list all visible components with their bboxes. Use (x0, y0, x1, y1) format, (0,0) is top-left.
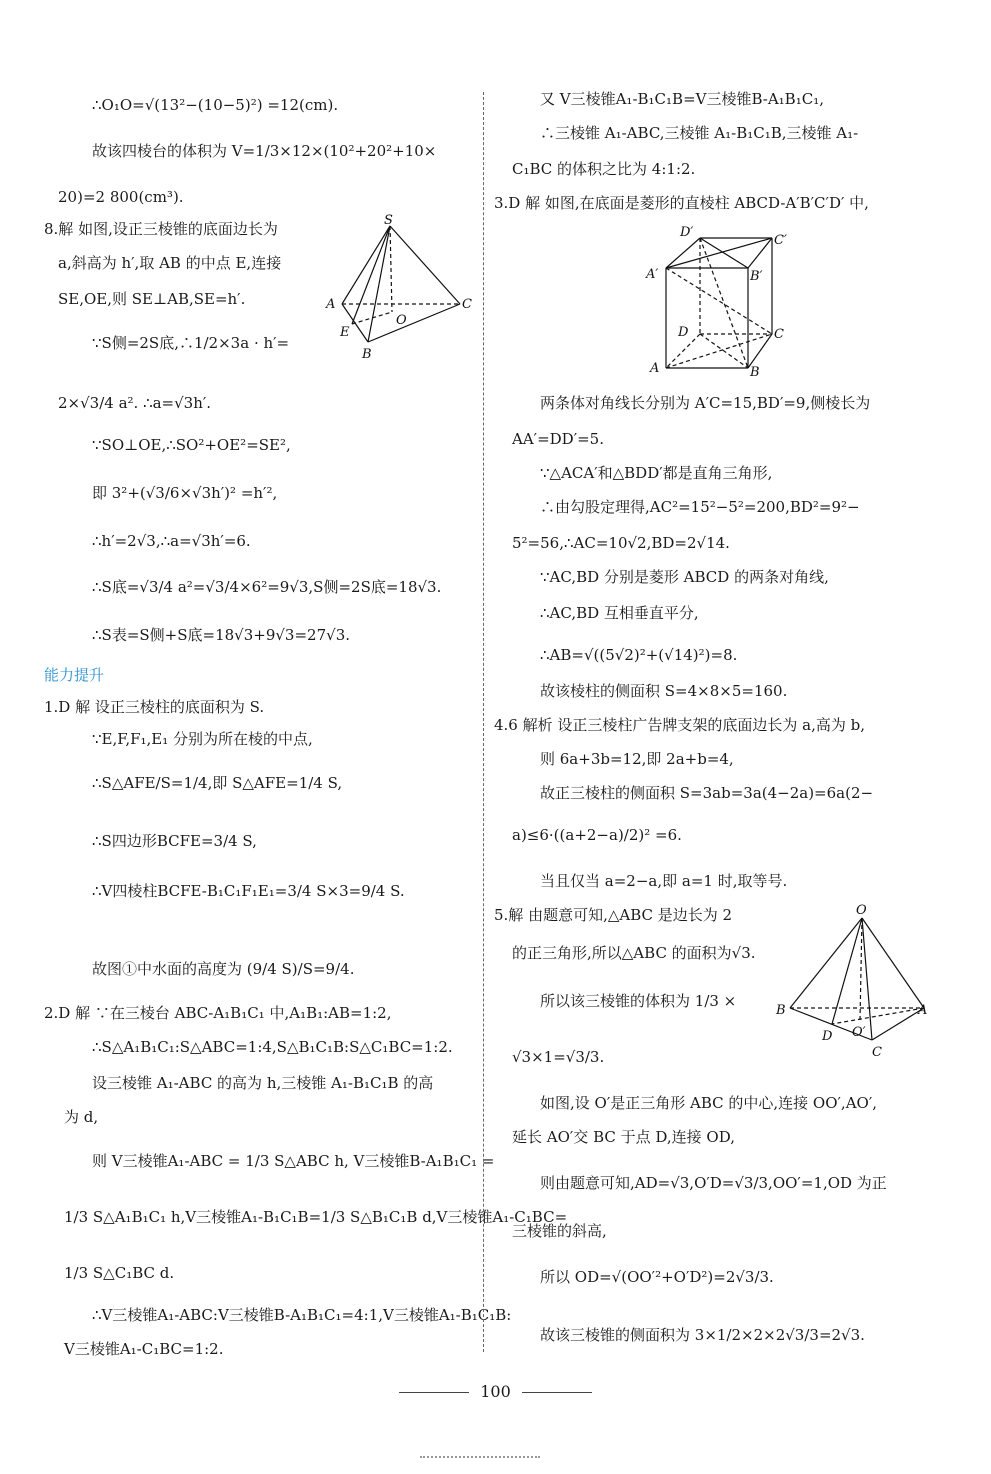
text-line: ∴V三棱锥A₁-ABC:V三棱锥B-A₁B₁C₁=4:1,V三棱锥A₁-B₁C₁B: (92, 1306, 512, 1324)
text-line: 20)=2 800(cm³). (58, 188, 184, 206)
text-line: 故图①中水面的高度为 (9/4 S)/S=9/4. (92, 960, 355, 978)
text-line: ∴O₁O=√(13²−(10−5)²) =12(cm). (92, 96, 339, 114)
text-line: ∴h′=2√3,∴a=√3h′=6. (92, 532, 251, 550)
text-line: 所以 OD=√(OO′²+O′D²)=2√3/3. (540, 1268, 774, 1286)
text-line: 延长 AO′交 BC 于点 D,连接 OD, (512, 1128, 735, 1146)
text-line: ∴S△AFE/S=1/4,即 S△AFE=1/4 S, (92, 774, 343, 792)
text-line: 2.D 解 ∵在三棱台 ABC-A₁B₁C₁ 中,A₁B₁:AB=1:2, (44, 1004, 392, 1022)
vertex-label: C (774, 327, 784, 342)
text-line: 当且仅当 a=2−a,即 a=1 时,取等号. (540, 872, 788, 890)
text-line: 2×√3/4 a². ∴a=√3h′. (58, 394, 212, 412)
vertex-label: B (750, 365, 760, 380)
vertex-label: D (678, 325, 689, 340)
text-line: C₁BC 的体积之比为 4:1:2. (512, 160, 696, 178)
text-line: 又 V三棱锥A₁-B₁C₁B=V三棱锥B-A₁B₁C₁, (540, 90, 824, 108)
vertex-label: B′ (750, 269, 763, 284)
text-line: ∴三棱锥 A₁-ABC,三棱锥 A₁-B₁C₁B,三棱锥 A₁- (540, 124, 859, 142)
vertex-label: O (856, 903, 867, 918)
text-line: 三棱锥的斜高, (512, 1222, 607, 1240)
text-line: ∵AC,BD 分别是菱形 ABCD 的两条对角线, (540, 568, 829, 586)
text-line: 所以该三棱锥的体积为 1/3 × (540, 992, 737, 1010)
vertex-label: O′ (852, 1025, 866, 1040)
text-line: ∵S侧=2S底,∴1/2×3a · h′= (92, 334, 290, 352)
footer-rule (399, 1392, 469, 1393)
section-title: 能力提升 (44, 666, 105, 684)
text-line: 1/3 S△A₁B₁C₁ h,V三棱锥A₁-B₁C₁B=1/3 S△B₁C₁B d,V三棱锥A₁-C₁BC= (64, 1208, 568, 1226)
vertex-label: A (918, 1003, 928, 1018)
page-number: 100 (480, 1382, 511, 1401)
vertex-label: A′ (646, 267, 659, 282)
text-line: 则 V三棱锥A₁-ABC = 1/3 S△ABC h, V三棱锥B-A₁B₁C₁ = (92, 1152, 495, 1170)
text-line: ∵E,F,F₁,E₁ 分别为所在棱的中点, (92, 730, 313, 748)
text-line: 故该三棱锥的侧面积为 3×1/2×2×2√3/3=2√3. (540, 1326, 865, 1344)
text-line: 为 d, (64, 1108, 99, 1126)
tetrahedron-figure (774, 898, 936, 1066)
vertex-label: D′ (680, 225, 694, 240)
text-line: AA′=DD′=5. (512, 430, 604, 448)
vertex-label: C (872, 1045, 882, 1060)
pyramid-figure (320, 212, 480, 368)
text-line: ∴V四棱柱BCFE-B₁C₁F₁E₁=3/4 S×3=9/4 S. (92, 882, 405, 900)
vertex-label: O (396, 313, 407, 328)
text-line: 则由题意可知,AD=√3,O′D=√3/3,OO′=1,OD 为正 (540, 1174, 887, 1192)
text-line: 5²=56,∴AC=10√2,BD=2√14. (512, 534, 730, 552)
text-line: √3×1=√3/3. (512, 1048, 605, 1066)
text-line: ∴S底=√3/4 a²=√3/4×6²=9√3,S侧=2S底=18√3. (92, 578, 442, 596)
text-line: ∴S四边形BCFE=3/4 S, (92, 832, 257, 850)
text-line: 即 3²+(√3/6×√3h′)² =h′², (92, 484, 278, 502)
text-line: a,斜高为 h′,取 AB 的中点 E,连接 (58, 254, 282, 272)
text-line: 如图,设 O′是正三角形 ABC 的中心,连接 OO′,AO′, (540, 1094, 877, 1112)
text-line: ∴AC,BD 互相垂直平分, (540, 604, 699, 622)
text-line: 1.D 解 设正三棱柱的底面积为 S. (44, 698, 265, 716)
vertex-label: A (326, 297, 336, 312)
vertex-label: B (362, 347, 372, 362)
text-line: 故该四棱台的体积为 V=1/3×12×(10²+20²+10× (92, 142, 437, 160)
text-line: ∴S△A₁B₁C₁:S△ABC=1:4,S△B₁C₁B:S△C₁BC=1:2. (92, 1038, 453, 1056)
text-line: a)≤6·((a+2−a)/2)² =6. (512, 826, 682, 844)
vertex-label: C (462, 297, 472, 312)
vertex-label: S (384, 213, 393, 228)
vertex-label: E (340, 325, 350, 340)
text-line: 两条体对角线长分别为 A′C=15,BD′=9,侧棱长为 (540, 394, 871, 412)
text-line: 1/3 S△C₁BC d. (64, 1264, 175, 1282)
text-line: 8.解 如图,设正三棱锥的底面边长为 (44, 220, 278, 238)
text-line: 3.D 解 如图,在底面是菱形的直棱柱 ABCD-A′B′C′D′ 中, (494, 194, 869, 212)
text-line: 故该棱柱的侧面积 S=4×8×5=160. (540, 682, 788, 700)
text-line: 则 6a+3b=12,即 2a+b=4, (540, 750, 734, 768)
text-line: 4.6 解析 设正三棱柱广告牌支架的底面边长为 a,高为 b, (494, 716, 866, 734)
page-footer (0, 1382, 991, 1401)
text-line: ∵SO⊥OE,∴SO²+OE²=SE², (92, 436, 291, 454)
text-line: V三棱锥A₁-C₁BC=1:2. (64, 1340, 224, 1358)
text-line: 的正三角形,所以△ABC 的面积为√3. (512, 944, 756, 962)
vertex-label: B (776, 1003, 786, 1018)
vertex-label: D (822, 1029, 833, 1044)
column-divider (483, 92, 484, 1352)
text-line: ∴S表=S侧+S底=18√3+9√3=27√3. (92, 626, 351, 644)
text-line: 设三棱锥 A₁-ABC 的高为 h,三棱锥 A₁-B₁C₁B 的高 (92, 1074, 434, 1092)
footer-mark (420, 1456, 540, 1462)
text-line: SE,OE,则 SE⊥AB,SE=h′. (58, 290, 246, 308)
text-line: ∴AB=√((5√2)²+(√14)²)=8. (540, 646, 738, 664)
text-line: 5.解 由题意可知,△ABC 是边长为 2 (494, 906, 733, 924)
vertex-label: A (650, 361, 660, 376)
text-line: 故正三棱柱的侧面积 S=3ab=3a(4−2a)=6a(2− (540, 784, 874, 802)
prism-figure (640, 224, 800, 380)
footer-rule (522, 1392, 592, 1393)
text-line: ∴由勾股定理得,AC²=15²−5²=200,BD²=9²− (540, 498, 860, 516)
vertex-label: C′ (774, 233, 787, 248)
text-line: ∵△ACA′和△BDD′都是直角三角形, (540, 464, 773, 482)
